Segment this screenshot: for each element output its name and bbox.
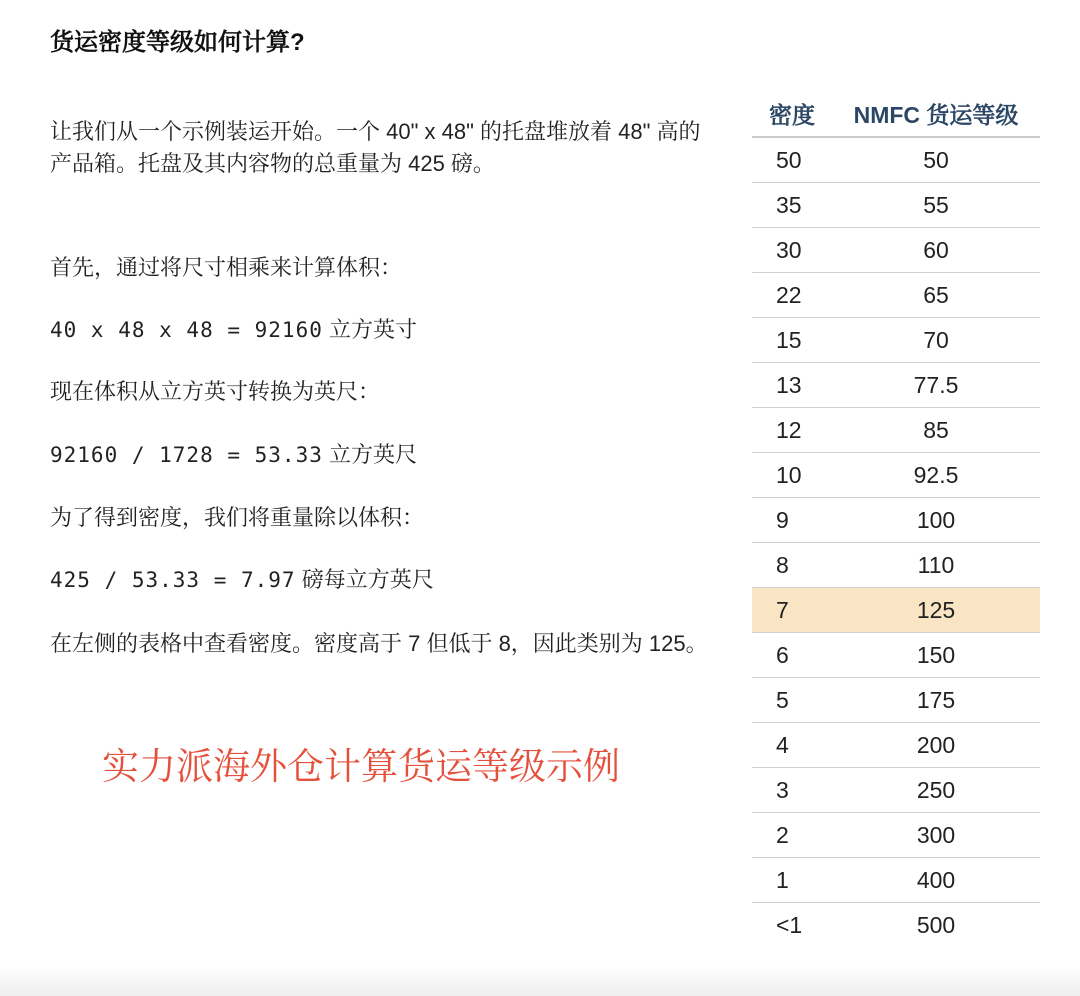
- step2-text: 现在体积从立方英寸转换为英尺：: [50, 379, 381, 404]
- table-row: [752, 453, 1040, 498]
- density-cell: 7: [752, 588, 832, 633]
- density-cell: 6: [752, 633, 832, 678]
- table-row: [752, 318, 1040, 363]
- density-cell: 9: [752, 498, 832, 543]
- nmfc-class-cell: 150: [832, 633, 1040, 678]
- table-row: [752, 903, 1040, 948]
- density-cell: 22: [752, 273, 832, 318]
- unit: 立方英寸: [329, 317, 418, 342]
- nmfc-class-cell: 50: [832, 137, 1040, 183]
- nmfc-class-cell: 175: [832, 678, 1040, 723]
- nmfc-class-cell: 125: [832, 588, 1040, 633]
- nmfc-class-cell: 400: [832, 858, 1040, 903]
- density-cell: 35: [752, 183, 832, 228]
- table-row: [752, 813, 1040, 858]
- intro-paragraph: 让我们从一个示例装运开始。一个 40" x 48" 的托盘堆放着 48" 高的产品箱。托盘及其内容物的总重量为 425 磅。: [50, 119, 701, 176]
- nmfc-class-cell: 100: [832, 498, 1040, 543]
- nmfc-class-cell: 300: [832, 813, 1040, 858]
- table-row: [752, 768, 1040, 813]
- density-cell: 50: [752, 137, 832, 183]
- formula: 40 x 48 x 48 = 92160: [50, 318, 323, 342]
- header-nmfc-class: NMFC 货运等级: [832, 90, 1040, 137]
- conclusion-text: 在左侧的表格中查看密度。密度高于 7 但低于 8，因此类别为 125。: [50, 631, 708, 656]
- table-row: [752, 723, 1040, 768]
- table-header: [752, 90, 1040, 137]
- density-cell: 30: [752, 228, 832, 273]
- table-row: [752, 678, 1040, 723]
- step3-text: 为了得到密度，我们将重量除以体积：: [50, 505, 425, 530]
- density-cell: 4: [752, 723, 832, 768]
- formula: 425 / 53.33 = 7.97: [50, 568, 296, 592]
- unit: 立方英尺: [329, 442, 418, 467]
- formula-volume: [50, 314, 710, 346]
- formula: 92160 / 1728 = 53.33: [50, 443, 323, 467]
- unit: 磅每立方英尺: [301, 567, 434, 592]
- table-row: [752, 228, 1040, 273]
- nmfc-class-cell: 200: [832, 723, 1040, 768]
- formula-conversion: [50, 439, 710, 471]
- density-cell: 2: [752, 813, 832, 858]
- density-cell: 15: [752, 318, 832, 363]
- density-cell: 5: [752, 678, 832, 723]
- nmfc-class-cell: 65: [832, 273, 1040, 318]
- table-row: [752, 543, 1040, 588]
- table-row: [752, 363, 1040, 408]
- freight-class-table: [752, 90, 1040, 947]
- density-cell: <1: [776, 911, 803, 938]
- density-cell: 12: [752, 408, 832, 453]
- density-cell: 13: [752, 363, 832, 408]
- table-row: [752, 633, 1040, 678]
- nmfc-class-cell: 70: [832, 318, 1040, 363]
- header-density: 密度: [752, 90, 832, 137]
- bottom-fade: [0, 966, 1080, 996]
- step1-text: 首先，通过将尺寸相乘来计算体积：: [50, 255, 403, 280]
- density-cell: 1: [752, 858, 832, 903]
- watermark-caption: 实力派海外仓计算货运等级示例: [102, 746, 620, 787]
- density-cell: 8: [752, 543, 832, 588]
- nmfc-class-cell: 55: [832, 183, 1040, 228]
- table-row: [752, 183, 1040, 228]
- table-row: [752, 137, 1040, 183]
- nmfc-class-cell: 60: [832, 228, 1040, 273]
- table-row: [752, 588, 1040, 633]
- nmfc-class-cell: 500: [916, 911, 956, 938]
- nmfc-class-cell: 77.5: [832, 363, 1040, 408]
- page-title: 货运密度等级如何计算?: [50, 29, 305, 56]
- table-row: [752, 408, 1040, 453]
- nmfc-class-cell: 85: [832, 408, 1040, 453]
- table-row: [752, 498, 1040, 543]
- density-cell: 3: [752, 768, 832, 813]
- table-row: [752, 273, 1040, 318]
- formula-density: [50, 564, 710, 596]
- nmfc-class-cell: 110: [832, 543, 1040, 588]
- nmfc-class-cell: 92.5: [832, 453, 1040, 498]
- density-cell: 10: [752, 453, 832, 498]
- nmfc-class-cell: 250: [832, 768, 1040, 813]
- table-row: [752, 858, 1040, 903]
